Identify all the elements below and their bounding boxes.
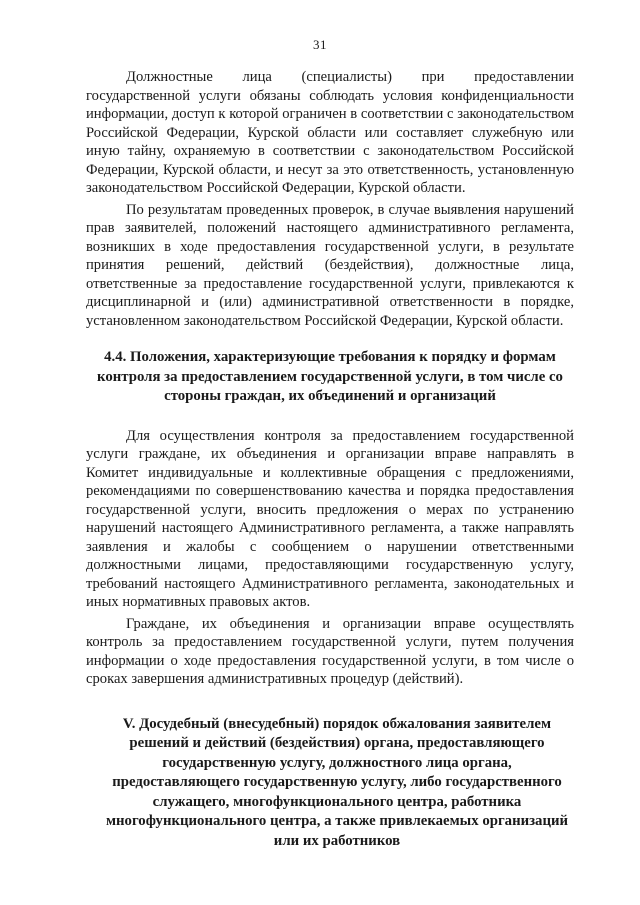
- section-heading-4-4: 4.4. Положения, характеризующие требования к порядку и формам контроля за предоставлением государственной услуги, в том числе со стороны граждан, их объединений и организаций: [97, 349, 563, 404]
- section-heading-v: V. Досудебный (внесудебный) порядок обжалования заявителем решений и действий (бездействия) органа, предоставляющего государственную услугу, должностного лица органа, предоставляющего государственную услугу, либо государственного служащего, многофункционального центра, работника многофункционального центра, а также привлекаемых организаций или их работников: [105, 715, 569, 849]
- page-content: [86, 64, 574, 851]
- page-number: 31: [313, 37, 327, 52]
- paragraph-citizen-control: Для осуществления контроля за предоставлением государственной услуги граждане, их объединения и организации вправе направлять в Комитет индивидуальные и коллективные обращения с предложениями, рекомендациями по совершенствованию качества и порядка предоставления государственной услуги, вносить предложения о мерах по устранению нарушений настоящего Административного регламента, а также направлять заявления и жалобы с сообщением о нарушении ответственными должностными лицами, предоставляющими государственную услугу, требований настоящего Административного регламента, законодательных и иных нормативных правовых актов.: [86, 427, 574, 610]
- paragraph-inspection-results: По результатам проведенных проверок, в случае выявления нарушений прав заявителей, положений настоящего административного регламента, возникших в ходе предоставления государственной услуги, в результате принятия решений, действий (бездействия), должностные лица, ответственные за предоставление государственной услуги, привлекаются к дисциплинарной и (или) административной ответственности в порядке, установленном законодательством Российской Федерации, Курской области.: [86, 201, 574, 329]
- paragraph-confidentiality: Должностные лица (специалисты) при предоставлении государственной услуги обязаны соблюдать условия конфиденциальности информации, доступ к которой ограничен в соответствии с законодательством Российской Федерации, Курской области или составляет служебную или иную тайну, охраняемую в соответствии с законодательством Российской Федерации, Курской области, и несут за это ответственность, установленную законодательством Российской Федерации, Курской области.: [86, 69, 574, 196]
- paragraph-citizen-information: Граждане, их объединения и организации вправе осуществлять контроль за предоставлением государственной услуги, путем получения информации о ходе предоставления государственной услуги, в том числе о сроках завершения административных процедур (действий).: [86, 615, 574, 687]
